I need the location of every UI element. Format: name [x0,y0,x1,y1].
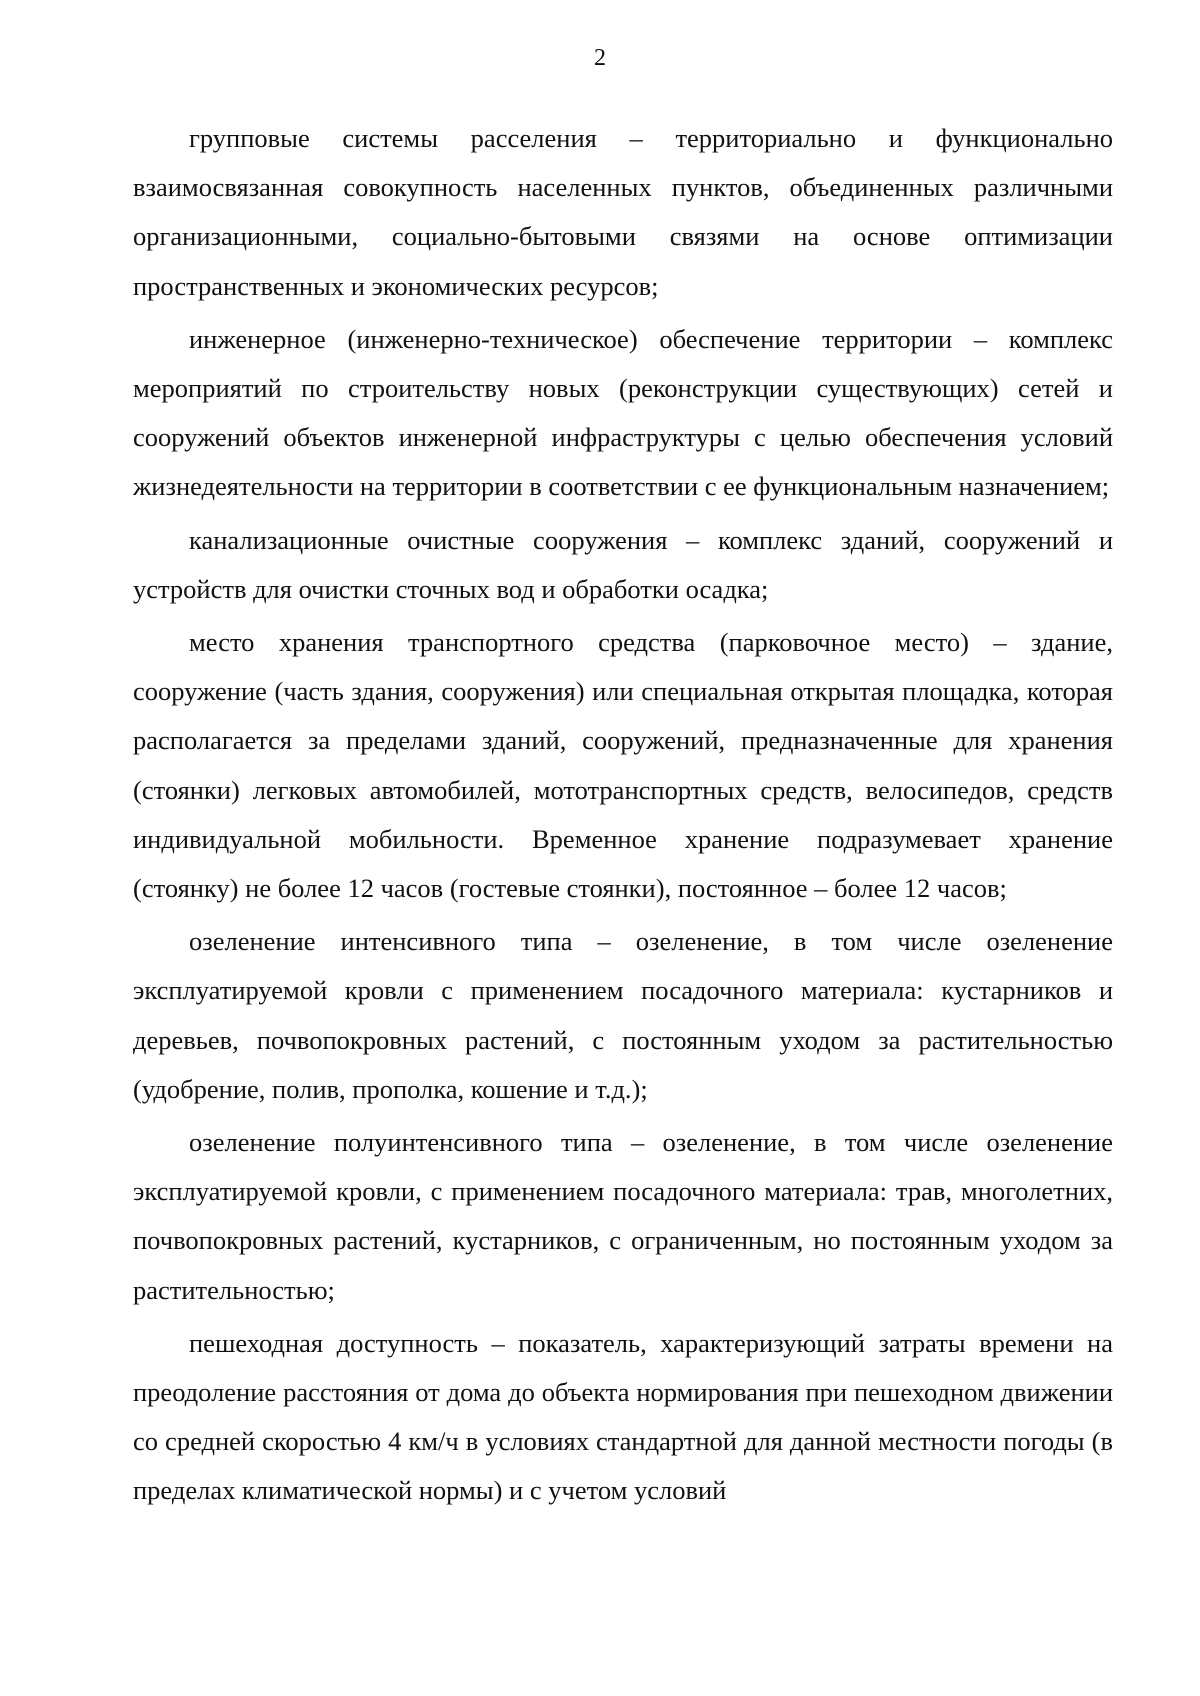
definition-group-settlement-systems: групповые системы расселения – территориально и функционально взаимосвязанная совокупность населенных пунктов, объединенных различными организационными, социально-бытовыми связями на основе оптимизации пространственных и экономических ресурсов; [133,123,1113,301]
definition-pedestrian-accessibility: пешеходная доступность – показатель, характеризующий затраты времени на преодоление расстояния от дома до объекта нормирования при пешеходном движении со средней скоростью 4 км/ч в условиях стандартной для данной местности погоды (в пределах климатической нормы) и с учетом условий [133,1327,1113,1506]
definition-vehicle-storage: место хранения транспортного средства (парковочное место) – здание, сооружение (часть здания, сооружения) или специальная открытая площадка, которая располагается за пределами зданий, сооружений, предназначенные для хранения (стоянки) легковых автомобилей, мототранспортных средств, велосипедов, средств индивидуальной мобильности. Временное хранение подразумевает хранение (стоянку) не более 12 часов (гостевые стоянки), постоянное – более 12 часов; [133,627,1113,904]
definition-engineering-support: инженерное (инженерно-техническое) обеспечение территории – комплекс мероприятий по строительству новых (реконструкции существующих) сетей и сооружений объектов инженерной инфраструктуры с целью обеспечения условий жизнедеятельности на территории в соответствии с ее функциональным назначением; [133,323,1113,502]
definition-sewage-treatment: канализационные очистные сооружения – комплекс зданий, сооружений и устройств для очистки сточных вод и обработки осадка; [133,524,1113,604]
document-body [133,114,1113,1520]
definition-semi-intensive-greening: озеленение полуинтенсивного типа – озеленение, в том числе озеленение эксплуатируемой кровли, с применением посадочного материала: трав, многолетних, почвопокровных растений, кустарников, с ограниченным, но постоянным уходом за растительностью; [133,1127,1113,1305]
page-number: 2 [594,45,606,71]
definition-intensive-greening: озеленение интенсивного типа – озеленение, в том числе озеленение эксплуатируемой кровли с применением посадочного материала: кустарников и деревьев, почвопокровных растений, с постоянным уходом за растительностью (удобрение, полив, прополка, кошение и т.д.); [133,926,1113,1104]
